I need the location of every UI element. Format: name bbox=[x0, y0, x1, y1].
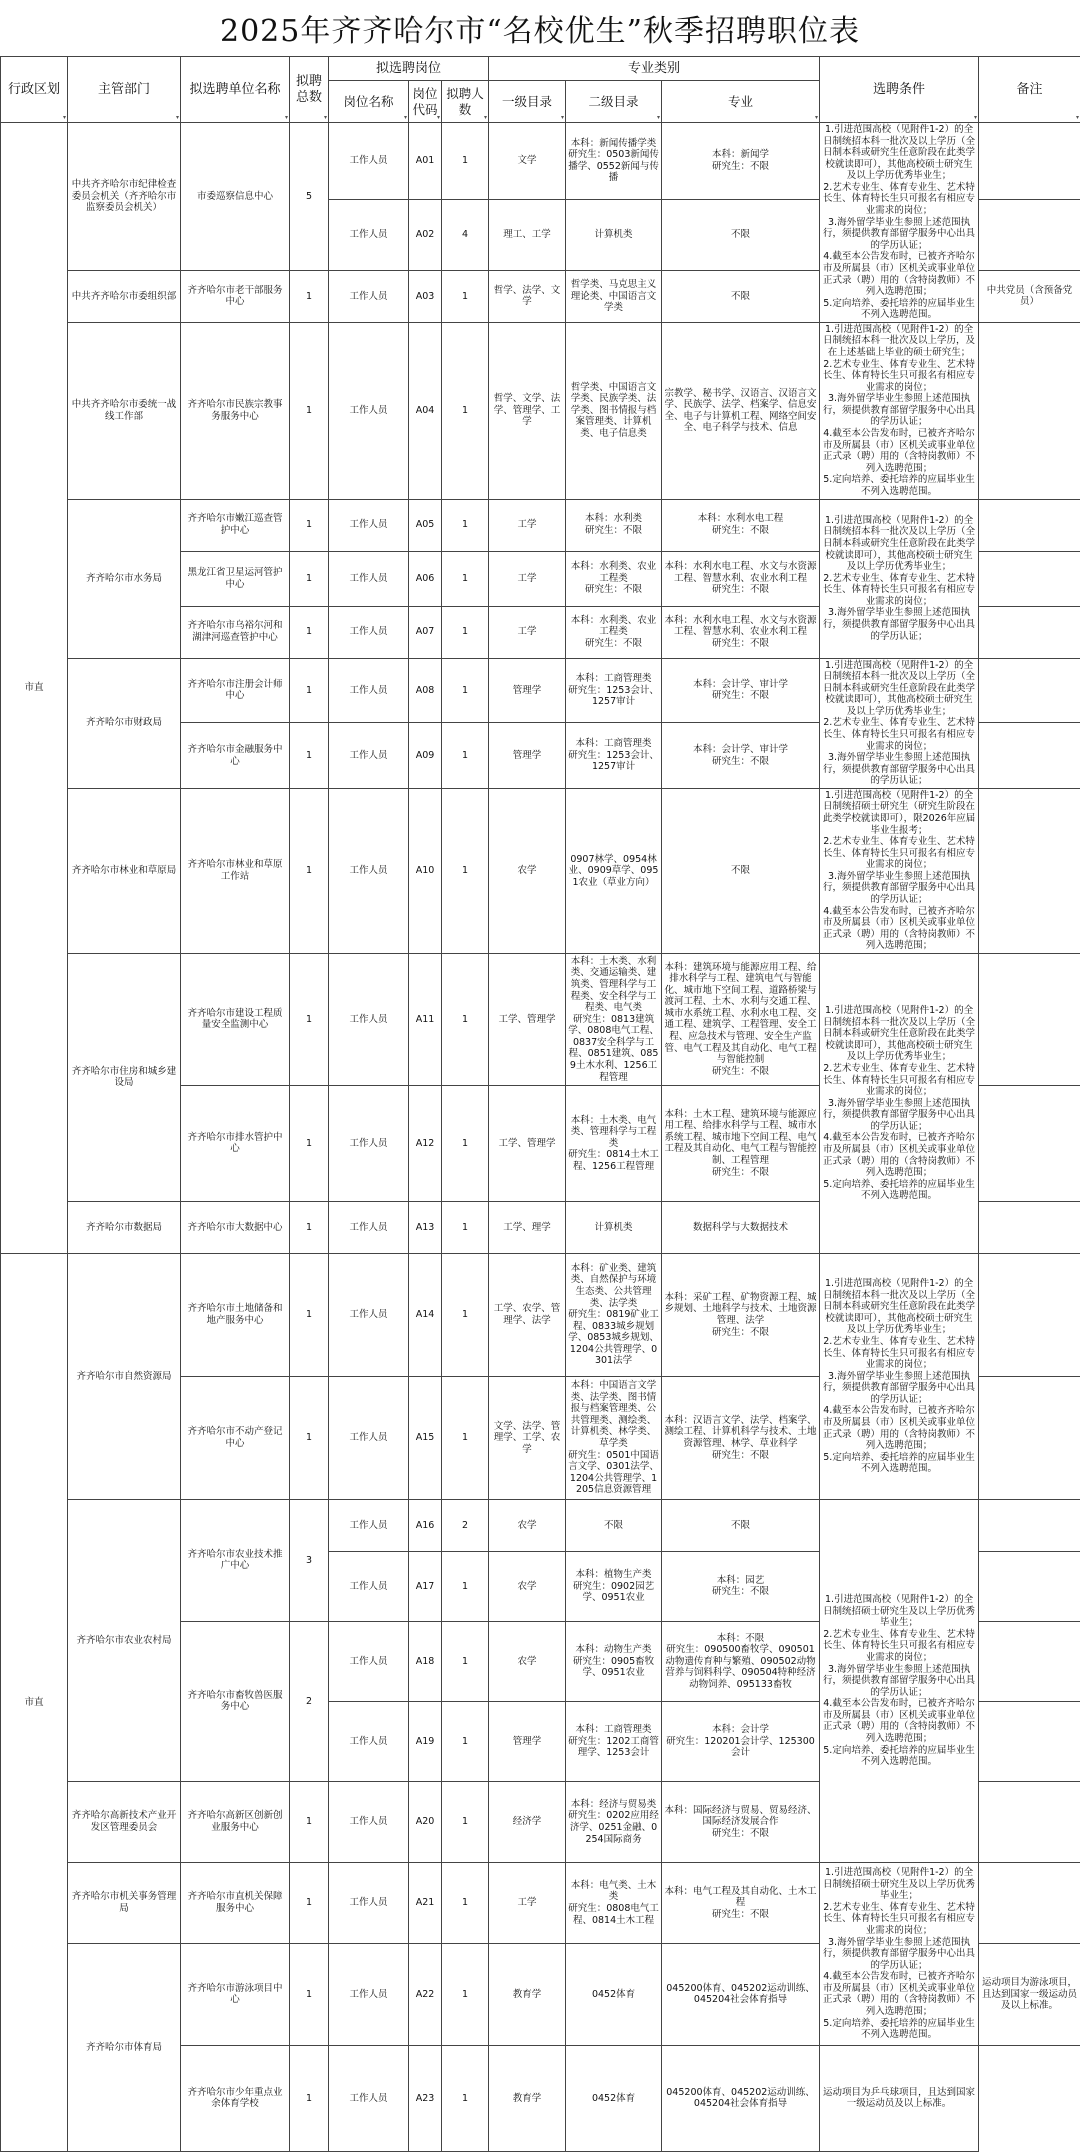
conditions-cell[interactable]: 1.引进范围高校（见附件1-2）的全日制统招硕士研究生及以上学历优秀毕业生； 2.艺术专业生、体育专业生、艺术特长生、体育特长生只可报名有相应专业需求的岗位； 3.海外留学毕业生参照上述范围执行，须提供教育部留学服务中心出具的学历认证； 4.截至本公告发布时，已被齐齐哈尔市及所属县（市）区机关或事业单位正式录（聘）用的（含特岗教师）不列入选聘范围； 5.定向培养、委托培养的应届毕业生不列入选聘范围。 bbox=[820, 1862, 979, 2045]
remarks-cell[interactable]: 运动项目为游泳项目，且达到国家一级运动员及以上标准。 bbox=[979, 1943, 1080, 2045]
pos-code-cell[interactable]: A19 bbox=[409, 1701, 442, 1781]
pos-count-cell[interactable]: 1 bbox=[442, 551, 489, 606]
level2-cell[interactable]: 本科：动物生产类 研究生：0905畜牧学、0951农业 bbox=[566, 1621, 662, 1701]
table-row bbox=[1, 1253, 1080, 1376]
pos-count-cell[interactable]: 1 bbox=[442, 1085, 489, 1201]
pos-code-cell[interactable]: A06 bbox=[409, 551, 442, 606]
total-cell[interactable]: 1 bbox=[290, 658, 329, 723]
level2-cell[interactable]: 本科：工商管理类 研究生：1253会计、1257审计 bbox=[566, 658, 662, 723]
pos-code-cell[interactable]: A09 bbox=[409, 723, 442, 789]
major-cell[interactable]: 本科：汉语言文学、法学、档案学、测绘工程、计算机科学与技术、土地资源管理、林学、草业科学 研究生：不限 bbox=[662, 1376, 820, 1499]
remarks-cell[interactable] bbox=[979, 1781, 1080, 1862]
header-pos-count[interactable]: 拟聘人数 ▾ bbox=[442, 81, 489, 123]
pos-count-cell[interactable]: 1 bbox=[442, 1943, 489, 2045]
pos-code-cell[interactable]: A20 bbox=[409, 1781, 442, 1862]
dept-cell[interactable]: 齐齐哈尔市自然资源局 bbox=[68, 1253, 181, 1499]
pos-count-cell[interactable]: 1 bbox=[442, 1551, 489, 1621]
major-cell[interactable]: 本科：国际经济与贸易、贸易经济、国际经济发展合作 研究生：不限 bbox=[662, 1781, 820, 1862]
table-row bbox=[1, 658, 1080, 723]
level2-cell[interactable]: 本科：水利类、农业工程类 研究生：不限 bbox=[566, 606, 662, 658]
major-cell[interactable]: 本科：水利水电工程 研究生：不限 bbox=[662, 499, 820, 551]
pos-count-cell[interactable]: 1 bbox=[442, 1201, 489, 1253]
unit-cell[interactable]: 齐齐哈尔市少年重点业余体育学校 bbox=[181, 2045, 290, 2151]
major-cell[interactable]: 045200体育、045202运动训练、045204社会体育指导 bbox=[662, 2045, 820, 2151]
pos-count-cell[interactable]: 1 bbox=[442, 606, 489, 658]
pos-name-cell[interactable]: 工作人员 bbox=[329, 1551, 409, 1621]
major-cell[interactable]: 本科：会计学、审计学 研究生：不限 bbox=[662, 658, 820, 723]
pos-code-cell[interactable]: A16 bbox=[409, 1499, 442, 1551]
pos-count-cell[interactable]: 1 bbox=[442, 788, 489, 953]
pos-name-cell[interactable]: 工作人员 bbox=[329, 1781, 409, 1862]
pos-count-cell[interactable]: 1 bbox=[442, 1253, 489, 1376]
level2-cell[interactable]: 本科：矿业类、建筑类、自然保护与环境生态类、公共管理类、法学类 研究生：0819矿业工程、0833城乡规划学、0853城乡规划、1204公共管理学、0301法学 bbox=[566, 1253, 662, 1376]
recruitment-table bbox=[0, 56, 1080, 2152]
pos-count-cell[interactable]: 1 bbox=[442, 1376, 489, 1499]
unit-cell[interactable]: 齐齐哈尔市民族宗教事务服务中心 bbox=[181, 322, 290, 499]
total-cell[interactable]: 1 bbox=[290, 1943, 329, 2045]
dept-cell[interactable]: 齐齐哈尔市水务局 bbox=[68, 499, 181, 658]
remarks-cell[interactable] bbox=[979, 1701, 1080, 1781]
remarks-cell[interactable] bbox=[979, 499, 1080, 551]
level1-cell[interactable]: 教育学 bbox=[489, 1943, 566, 2045]
dept-cell[interactable]: 中共齐齐哈尔市纪律检查委员会机关（齐齐哈尔市监察委员会机关） bbox=[68, 123, 181, 271]
unit-cell[interactable]: 齐齐哈尔市建设工程质量安全监测中心 bbox=[181, 953, 290, 1085]
total-cell[interactable]: 3 bbox=[290, 1499, 329, 1621]
level2-cell[interactable]: 本科：经济与贸易类 研究生：0202应用经济学、0251金融、0254国际商务 bbox=[566, 1781, 662, 1862]
filter-dropdown-icon[interactable]: ▾ bbox=[561, 114, 564, 121]
unit-cell[interactable]: 黑龙江省卫星运河管护中心 bbox=[181, 551, 290, 606]
pos-code-cell[interactable]: A23 bbox=[409, 2045, 442, 2151]
pos-name-cell[interactable]: 工作人员 bbox=[329, 322, 409, 499]
pos-name-cell[interactable]: 工作人员 bbox=[329, 1862, 409, 1943]
remarks-cell[interactable] bbox=[979, 199, 1080, 270]
pos-code-cell[interactable]: A03 bbox=[409, 270, 442, 322]
header-major-group: 专业类别 bbox=[489, 57, 820, 81]
level1-cell[interactable]: 工学 bbox=[489, 551, 566, 606]
major-cell[interactable]: 本科：会计学 研究生：120201会计学、125300会计 bbox=[662, 1701, 820, 1781]
pos-count-cell[interactable]: 1 bbox=[442, 658, 489, 723]
unit-cell[interactable]: 齐齐哈尔市嫩江巡查管护中心 bbox=[181, 499, 290, 551]
dept-cell[interactable]: 齐齐哈尔市农业农村局 bbox=[68, 1499, 181, 1781]
pos-code-cell[interactable]: A12 bbox=[409, 1085, 442, 1201]
major-cell[interactable]: 不限 bbox=[662, 199, 820, 270]
pos-code-cell[interactable]: A02 bbox=[409, 199, 442, 270]
pos-count-cell[interactable]: 1 bbox=[442, 499, 489, 551]
remarks-cell[interactable]: 中共党员（含预备党员） bbox=[979, 270, 1080, 322]
major-cell[interactable]: 045200体育、045202运动训练、045204社会体育指导 bbox=[662, 1943, 820, 2045]
major-cell[interactable]: 本科：园艺 研究生：不限 bbox=[662, 1551, 820, 1621]
pos-code-cell[interactable]: A08 bbox=[409, 658, 442, 723]
level1-cell[interactable]: 文学、法学、管理学、工学、农学 bbox=[489, 1376, 566, 1499]
pos-count-cell[interactable]: 1 bbox=[442, 1862, 489, 1943]
dept-cell[interactable]: 齐齐哈尔市机关事务管理局 bbox=[68, 1862, 181, 1943]
conditions-cell[interactable]: 1.引进范围高校（见附件1-2）的全日制统招硕士研究生及以上学历优秀毕业生； 2.艺术专业生、体育专业生、艺术特长生、体育特长生只可报名有相应专业需求的岗位； 3.海外留学毕业生参照上述范围执行，须提供教育部留学服务中心出具的学历认证； 4.截至本公告发布时，已被齐齐哈尔市及所属县（市）区机关或事业单位正式录（聘）用的（含特岗教师）不列入选聘范围； 5.定向培养、委托培养的应届毕业生不列入选聘范围。 bbox=[820, 1499, 979, 1862]
total-cell[interactable]: 1 bbox=[290, 953, 329, 1085]
major-cell[interactable]: 本科：建筑环境与能源应用工程、给排水科学与工程、建筑电气与智能化、城市地下空间工程、道路桥梁与渡河工程、土木、水利与交通工程、城市水系统工程、水利水电工程、交通工程、建筑学、工程管理、安全工程、应急技术与管理、安全生产监管、电气工程及其自动化、电气工程与智能控制 研究生：不限 bbox=[662, 953, 820, 1085]
level1-cell[interactable]: 哲学、法学、文学 bbox=[489, 270, 566, 322]
level1-cell[interactable]: 管理学 bbox=[489, 658, 566, 723]
pos-count-cell[interactable]: 1 bbox=[442, 1621, 489, 1701]
remarks-cell[interactable] bbox=[979, 551, 1080, 606]
dept-cell[interactable]: 齐齐哈尔市财政局 bbox=[68, 658, 181, 788]
pos-name-cell[interactable]: 工作人员 bbox=[329, 1201, 409, 1253]
major-cell[interactable]: 本科：新闻学 研究生：不限 bbox=[662, 123, 820, 200]
header-unit[interactable]: 拟选聘单位名称 ▾ bbox=[181, 57, 290, 123]
level2-cell[interactable]: 不限 bbox=[566, 1499, 662, 1551]
table-row bbox=[1, 1499, 1080, 1551]
remarks-cell[interactable] bbox=[979, 606, 1080, 658]
unit-cell[interactable]: 齐齐哈尔市乌裕尔河和湖津河巡查管护中心 bbox=[181, 606, 290, 658]
dept-cell[interactable]: 齐齐哈尔市林业和草原局 bbox=[68, 788, 181, 953]
header-pos-name[interactable]: 岗位名称 ▾ bbox=[329, 81, 409, 123]
pos-name-cell[interactable]: 工作人员 bbox=[329, 606, 409, 658]
table-row bbox=[1, 322, 1080, 499]
pos-name-cell[interactable]: 工作人员 bbox=[329, 1943, 409, 2045]
total-cell[interactable]: 1 bbox=[290, 2045, 329, 2151]
level1-cell[interactable]: 农学 bbox=[489, 1499, 566, 1551]
pos-name-cell[interactable]: 工作人员 bbox=[329, 1621, 409, 1701]
total-cell[interactable]: 1 bbox=[290, 788, 329, 953]
remarks-cell[interactable] bbox=[979, 1376, 1080, 1499]
header-positions-group: 拟选聘岗位 bbox=[329, 57, 489, 81]
level2-cell[interactable]: 本科：新闻传播学类 研究生：0503新闻传播学、0552新闻与传播 bbox=[566, 123, 662, 200]
total-cell[interactable]: 1 bbox=[290, 1781, 329, 1862]
dept-cell[interactable]: 齐齐哈尔高新技术产业开发区管理委员会 bbox=[68, 1781, 181, 1862]
level2-cell[interactable]: 本科：土木类、水利类、交通运输类、建筑类、管理科学与工程类、安全科学与工程类、电气类 研究生：0813建筑学、0808电气工程、0837安全科学与工程、0851建筑、0859土木水利、1256工程管理 bbox=[566, 953, 662, 1085]
dept-cell[interactable]: 中共齐齐哈尔市委组织部 bbox=[68, 270, 181, 322]
pos-name-cell[interactable]: 工作人员 bbox=[329, 551, 409, 606]
unit-cell[interactable]: 齐齐哈尔市农业技术推广中心 bbox=[181, 1499, 290, 1621]
major-cell[interactable]: 本科：电气工程及其自动化、土木工程 研究生：不限 bbox=[662, 1862, 820, 1943]
pos-name-cell[interactable]: 工作人员 bbox=[329, 123, 409, 200]
level1-cell[interactable]: 工学 bbox=[489, 606, 566, 658]
unit-cell[interactable]: 齐齐哈尔市林业和草原工作站 bbox=[181, 788, 290, 953]
pos-name-cell[interactable]: 工作人员 bbox=[329, 1499, 409, 1551]
remarks-cell[interactable] bbox=[979, 1551, 1080, 1621]
unit-cell[interactable]: 齐齐哈尔市注册会计师中心 bbox=[181, 658, 290, 723]
level2-cell[interactable]: 本科：工商管理类 研究生：1202工商管理学、1253会计 bbox=[566, 1701, 662, 1781]
header-conditions[interactable]: 选聘条件 ▾ bbox=[820, 57, 979, 123]
level1-cell[interactable]: 管理学 bbox=[489, 723, 566, 789]
filter-dropdown-icon[interactable]: ▾ bbox=[484, 114, 487, 121]
level1-cell[interactable]: 农学 bbox=[489, 1551, 566, 1621]
filter-dropdown-icon[interactable]: ▾ bbox=[176, 114, 179, 121]
level1-cell[interactable]: 工学 bbox=[489, 1862, 566, 1943]
remarks-cell[interactable] bbox=[979, 788, 1080, 953]
pos-name-cell[interactable]: 工作人员 bbox=[329, 499, 409, 551]
region-cell[interactable]: 市直 bbox=[1, 123, 68, 1254]
table-row bbox=[1, 788, 1080, 953]
filter-dropdown-icon[interactable]: ▾ bbox=[657, 114, 660, 121]
pos-count-cell[interactable]: 1 bbox=[442, 1781, 489, 1862]
table-row bbox=[1, 123, 1080, 200]
region-cell[interactable]: 市直 bbox=[1, 1253, 68, 2151]
page-title: 2025年齐齐哈尔市“名校优生”秋季招聘职位表 bbox=[0, 0, 1080, 56]
pos-count-cell[interactable]: 1 bbox=[442, 2045, 489, 2151]
unit-cell[interactable]: 齐齐哈尔市畜牧兽医服务中心 bbox=[181, 1621, 290, 1781]
total-cell[interactable]: 1 bbox=[290, 1862, 329, 1943]
remarks-cell[interactable] bbox=[979, 1499, 1080, 1551]
major-cell[interactable]: 本科：会计学、审计学 研究生：不限 bbox=[662, 723, 820, 789]
total-cell[interactable]: 1 bbox=[290, 606, 329, 658]
total-cell[interactable]: 5 bbox=[290, 123, 329, 271]
remarks-cell[interactable] bbox=[979, 953, 1080, 1085]
dept-cell[interactable]: 中共齐齐哈尔市委统一战线工作部 bbox=[68, 322, 181, 499]
level1-cell[interactable]: 工学 bbox=[489, 499, 566, 551]
remarks-cell[interactable] bbox=[979, 322, 1080, 499]
unit-cell[interactable]: 齐齐哈尔高新区创新创业服务中心 bbox=[181, 1781, 290, 1862]
level1-cell[interactable]: 工学、农学、管理学、法学 bbox=[489, 1253, 566, 1376]
major-cell[interactable]: 本科：水利水电工程、水文与水资源工程、智慧水利、农业水利工程 研究生：不限 bbox=[662, 551, 820, 606]
level2-cell[interactable]: 哲学类、马克思主义理论类、中国语言文学类 bbox=[566, 270, 662, 322]
filter-dropdown-icon[interactable]: ▾ bbox=[404, 114, 407, 121]
conditions-cell[interactable]: 1.引进范围高校（见附件1-2）的全日制统招本科一批次及以上学历，及在上述基础上毕业的硕士研究生； 2.艺术专业生、体育专业生、艺术特长生、体育特长生只可报名有相应专业需求的岗位； 3.海外留学毕业生参照上述范围执行，须提供教育部留学服务中心出具的学历认证； 4.截至本公告发布时，已被齐齐哈尔市及所属县（市）区机关或事业单位正式录（聘）用的（含特岗教师）不列入选聘范围； 5.定向培养、委托培养的应届毕业生不列入选聘范围。 bbox=[820, 322, 979, 499]
level1-cell[interactable]: 文学 bbox=[489, 123, 566, 200]
filter-dropdown-icon[interactable]: ▾ bbox=[437, 114, 440, 121]
header-level1[interactable]: 一级目录 ▾ bbox=[489, 81, 566, 123]
unit-cell[interactable]: 市委巡察信息中心 bbox=[181, 123, 290, 271]
pos-count-cell[interactable]: 4 bbox=[442, 199, 489, 270]
dept-cell[interactable]: 齐齐哈尔市数据局 bbox=[68, 1201, 181, 1253]
header-dept[interactable]: 主管部门 ▾ bbox=[68, 57, 181, 123]
pos-name-cell[interactable]: 工作人员 bbox=[329, 953, 409, 1085]
major-cell[interactable]: 不限 bbox=[662, 1499, 820, 1551]
level1-cell[interactable]: 农学 bbox=[489, 788, 566, 953]
unit-cell[interactable]: 齐齐哈尔市金融服务中心 bbox=[181, 723, 290, 789]
level1-cell[interactable]: 管理学 bbox=[489, 1701, 566, 1781]
header-remarks[interactable]: 备注 ▾ bbox=[979, 57, 1080, 123]
table-row bbox=[1, 1862, 1080, 1943]
remarks-cell[interactable] bbox=[979, 1201, 1080, 1253]
conditions-cell[interactable]: 1.引进范围高校（见附件1-2）的全日制统招本科一批次及以上学历（全日制本科或研究生任意阶段在此类学校就读即可），其他高校硕士研究生及以上学历优秀毕业生； 2.艺术专业生、体育专业生、艺术特长生、体育特长生只可报名有相应专业需求的岗位； 3.海外留学毕业生参照上述范围执行，须提供教育部留学服务中心出具的学历认证； bbox=[820, 499, 979, 658]
filter-dropdown-icon[interactable]: ▾ bbox=[815, 114, 818, 121]
level1-cell[interactable]: 理工、工学 bbox=[489, 199, 566, 270]
pos-name-cell[interactable]: 工作人员 bbox=[329, 788, 409, 953]
level1-cell[interactable]: 工学、管理学 bbox=[489, 1085, 566, 1201]
dept-cell[interactable]: 齐齐哈尔市体育局 bbox=[68, 1943, 181, 2151]
pos-name-cell[interactable]: 工作人员 bbox=[329, 270, 409, 322]
pos-code-cell[interactable]: A15 bbox=[409, 1376, 442, 1499]
unit-cell[interactable]: 齐齐哈尔市土地储备和地产服务中心 bbox=[181, 1253, 290, 1376]
total-cell[interactable]: 1 bbox=[290, 322, 329, 499]
pos-count-cell[interactable]: 1 bbox=[442, 723, 489, 789]
pos-code-cell[interactable]: A10 bbox=[409, 788, 442, 953]
total-cell[interactable]: 1 bbox=[290, 551, 329, 606]
pos-name-cell[interactable]: 工作人员 bbox=[329, 723, 409, 789]
pos-name-cell[interactable]: 工作人员 bbox=[329, 1085, 409, 1201]
remarks-cell[interactable] bbox=[979, 723, 1080, 789]
filter-dropdown-icon[interactable]: ▾ bbox=[1076, 114, 1079, 121]
pos-code-cell[interactable]: A04 bbox=[409, 322, 442, 499]
dept-cell[interactable]: 齐齐哈尔市住房和城乡建设局 bbox=[68, 953, 181, 1201]
pos-count-cell[interactable]: 2 bbox=[442, 1499, 489, 1551]
pos-count-cell[interactable]: 1 bbox=[442, 1701, 489, 1781]
level2-cell[interactable]: 本科：水利类、农业工程类 研究生：不限 bbox=[566, 551, 662, 606]
major-cell[interactable]: 本科：采矿工程、矿物资源工程、城乡规划、土地科学与技术、土地资源管理、法学 研究生：不限 bbox=[662, 1253, 820, 1376]
total-cell[interactable]: 1 bbox=[290, 1376, 329, 1499]
pos-name-cell[interactable]: 工作人员 bbox=[329, 1253, 409, 1376]
conditions-cell[interactable]: 1.引进范围高校（见附件1-2）的全日制统招本科一批次及以上学历（全日制本科或研究生任意阶段在此类学校就读即可），其他高校硕士研究生及以上学历优秀毕业生； 2.艺术专业生、体育专业生、艺术特长生、体育特长生只可报名有相应专业需求的岗位； 3.海外留学毕业生参照上述范围执行，须提供教育部留学服务中心出具的学历认证； 4.截至本公告发布时，已被齐齐哈尔市及所属县（市）区机关或事业单位正式录（聘）用的（含特岗教师）不列入选聘范围； 5.定向培养、委托培养的应届毕业生不列入选聘范围。 bbox=[820, 953, 979, 1253]
level1-cell[interactable]: 哲学、文学、法学、管理学、工学 bbox=[489, 322, 566, 499]
pos-code-cell[interactable]: A11 bbox=[409, 953, 442, 1085]
level2-cell[interactable]: 本科：土木类、电气类、管理科学与工程类 研究生：0814土木工程、1256工程管理 bbox=[566, 1085, 662, 1201]
header-pos-code[interactable]: 岗位代码 ▾ bbox=[409, 81, 442, 123]
filter-dropdown-icon[interactable]: ▾ bbox=[324, 114, 327, 121]
pos-count-cell[interactable]: 1 bbox=[442, 270, 489, 322]
unit-cell[interactable]: 齐齐哈尔市直机关保障服务中心 bbox=[181, 1862, 290, 1943]
level1-cell[interactable]: 教育学 bbox=[489, 2045, 566, 2151]
unit-cell[interactable]: 齐齐哈尔市排水管护中心 bbox=[181, 1085, 290, 1201]
conditions-cell[interactable]: 1.引进范围高校（见附件1-2）的全日制统招本科一批次及以上学历（全日制本科或研究生任意阶段在此类学校就读即可），其他高校硕士研究生及以上学历优秀毕业生； 2.艺术专业生、体育专业生、艺术特长生、体育特长生只可报名有相应专业需求的岗位； 3.海外留学毕业生参照上述范围执行，须提供教育部留学服务中心出具的学历认证； bbox=[820, 658, 979, 788]
pos-code-cell[interactable]: A05 bbox=[409, 499, 442, 551]
pos-code-cell[interactable]: A17 bbox=[409, 1551, 442, 1621]
total-cell[interactable]: 1 bbox=[290, 270, 329, 322]
pos-name-cell[interactable]: 工作人员 bbox=[329, 658, 409, 723]
conditions-cell[interactable]: 1.引进范围高校（见附件1-2）的全日制统招硕士研究生（研究生阶段在此类学校就读即可），限2026年应届毕业生报考； 2.艺术专业生、体育专业生、艺术特长生、体育特长生只可报名有相应专业需求的岗位； 3.海外留学毕业生参照上述范围执行，须提供教育部留学服务中心出具的学历认证； 4.截至本公告发布时，已被齐齐哈尔市及所属县（市）区机关或事业单位正式录（聘）用的（含特岗教师）不列入选聘范围； bbox=[820, 788, 979, 953]
total-cell[interactable]: 1 bbox=[290, 723, 329, 789]
header-region[interactable]: 行政区划 ▾ bbox=[1, 57, 68, 123]
remarks-cell[interactable] bbox=[979, 123, 1080, 200]
level2-cell[interactable]: 计算机类 bbox=[566, 1201, 662, 1253]
filter-dropdown-icon[interactable]: ▾ bbox=[974, 114, 977, 121]
level2-cell[interactable]: 0452体育 bbox=[566, 2045, 662, 2151]
pos-name-cell[interactable]: 工作人员 bbox=[329, 199, 409, 270]
level2-cell[interactable]: 计算机类 bbox=[566, 199, 662, 270]
unit-cell[interactable]: 齐齐哈尔市游泳项目中心 bbox=[181, 1943, 290, 2045]
total-cell[interactable]: 1 bbox=[290, 1201, 329, 1253]
table-row bbox=[1, 499, 1080, 551]
major-cell[interactable]: 本科：水利水电工程、水文与水资源工程、智慧水利、农业水利工程 研究生：不限 bbox=[662, 606, 820, 658]
total-cell[interactable]: 1 bbox=[290, 1253, 329, 1376]
remarks-cell[interactable]: 运动项目为乒乓球项目，且达到国家一级运动员及以上标准。 bbox=[820, 2045, 979, 2151]
pos-code-cell[interactable]: A22 bbox=[409, 1943, 442, 2045]
filter-dropdown-icon[interactable]: ▾ bbox=[285, 114, 288, 121]
pos-count-cell[interactable]: 1 bbox=[442, 322, 489, 499]
header-total[interactable]: 拟聘总数 ▾ bbox=[290, 57, 329, 123]
pos-code-cell[interactable]: A14 bbox=[409, 1253, 442, 1376]
level2-cell[interactable]: 0452体育 bbox=[566, 1943, 662, 2045]
remarks-cell[interactable] bbox=[979, 1862, 1080, 1943]
header-major[interactable]: 专业 ▾ bbox=[662, 81, 820, 123]
unit-cell[interactable]: 齐齐哈尔市大数据中心 bbox=[181, 1201, 290, 1253]
level1-cell[interactable]: 农学 bbox=[489, 1621, 566, 1701]
level2-cell[interactable]: 本科：电气类、土木类 研究生：0808电气工程、0814土木工程 bbox=[566, 1862, 662, 1943]
major-cell[interactable]: 本科：土木工程、建筑环境与能源应用工程、给排水科学与工程、城市水系统工程、城市地下空间工程、电气工程及其自动化、电气工程与智能控制、工程管理 研究生：不限 bbox=[662, 1085, 820, 1201]
pos-count-cell[interactable]: 1 bbox=[442, 123, 489, 200]
header-level2[interactable]: 二级目录 ▾ bbox=[566, 81, 662, 123]
conditions-cell[interactable]: 1.引进范围高校（见附件1-2）的全日制统招本科一批次及以上学历（全日制本科或研究生任意阶段在此类学校就读即可），其他高校硕士研究生及以上学历优秀毕业生； 2.艺术专业生、体育专业生、艺术特长生、体育特长生只可报名有相应专业需求的岗位； 3.海外留学毕业生参照上述范围执行，须提供教育部留学服务中心出具的学历认证； 4.截至本公告发布时，已被齐齐哈尔市及所属县（市）区机关或事业单位正式录（聘）用的（含特岗教师）不列入选聘范围； 5.定向培养、委托培养的应届毕业生不列入选聘范围。 bbox=[820, 1253, 979, 1499]
level2-cell[interactable]: 本科：工商管理类 研究生：1253会计、1257审计 bbox=[566, 723, 662, 789]
major-cell[interactable]: 宗教学、秘书学、汉语言、汉语言文学、民族学、法学、档案学、信息安全、电子与计算机工程、网络空间安全、电子科学与技术、信息 bbox=[662, 322, 820, 499]
total-cell[interactable]: 1 bbox=[290, 1085, 329, 1201]
total-cell[interactable]: 2 bbox=[290, 1621, 329, 1781]
remarks-cell[interactable] bbox=[979, 1621, 1080, 1701]
pos-code-cell[interactable]: A07 bbox=[409, 606, 442, 658]
pos-name-cell[interactable]: 工作人员 bbox=[329, 2045, 409, 2151]
remarks-cell[interactable] bbox=[979, 1253, 1080, 1376]
level1-cell[interactable]: 经济学 bbox=[489, 1781, 566, 1862]
major-cell[interactable]: 不限 bbox=[662, 270, 820, 322]
remarks-cell[interactable] bbox=[979, 658, 1080, 723]
unit-cell[interactable]: 齐齐哈尔市不动产登记中心 bbox=[181, 1376, 290, 1499]
table-row bbox=[1, 953, 1080, 1085]
pos-code-cell[interactable]: A01 bbox=[409, 123, 442, 200]
remarks-cell[interactable] bbox=[979, 1085, 1080, 1201]
unit-cell[interactable]: 齐齐哈尔市老干部服务中心 bbox=[181, 270, 290, 322]
level2-cell[interactable]: 本科：中国语言文学类、法学类、图书情报与档案管理类、公共管理类、测绘类、计算机类、林学类、草学类 研究生：0501中国语言文学、0301法学、1204公共管理学、1205信息资源管理 bbox=[566, 1376, 662, 1499]
pos-code-cell[interactable]: A21 bbox=[409, 1862, 442, 1943]
major-cell[interactable]: 不限 bbox=[662, 788, 820, 953]
total-cell[interactable]: 1 bbox=[290, 499, 329, 551]
level2-cell[interactable]: 本科：植物生产类 研究生：0902园艺学、0951农业 bbox=[566, 1551, 662, 1621]
level2-cell[interactable]: 本科：水利类 研究生：不限 bbox=[566, 499, 662, 551]
filter-dropdown-icon[interactable]: ▾ bbox=[63, 114, 66, 121]
major-cell[interactable]: 数据科学与大数据技术 bbox=[662, 1201, 820, 1253]
pos-code-cell[interactable]: A13 bbox=[409, 1201, 442, 1253]
level1-cell[interactable]: 工学、理学 bbox=[489, 1201, 566, 1253]
level2-cell[interactable]: 哲学类、中国语言文学类、民族学类、法学类、图书情报与档案管理类、计算机类、电子信息类 bbox=[566, 322, 662, 499]
conditions-cell[interactable]: 1.引进范围高校（见附件1-2）的全日制统招本科一批次及以上学历（全日制本科或研究生任意阶段在此类学校就读即可），其他高校硕士研究生及以上学历优秀毕业生； 2.艺术专业生、体育专业生、艺术特长生、体育特长生只可报名有相应专业需求的岗位； 3.海外留学毕业生参照上述范围执行，须提供教育部留学服务中心出具的学历认证； 4.截至本公告发布时，已被齐齐哈尔市及所属县（市）区机关或事业单位正式录（聘）用的（含特岗教师）不列入选聘范围； 5.定向培养、委托培养的应届毕业生不列入选聘范围。 bbox=[820, 123, 979, 323]
level2-cell[interactable]: 0907林学、0954林业、0909草学、0951农业（草业方向） bbox=[566, 788, 662, 953]
pos-name-cell[interactable]: 工作人员 bbox=[329, 1701, 409, 1781]
major-cell[interactable]: 本科：不限 研究生：090500畜牧学、090501动物遗传育种与繁殖、090502动物营养与饲料科学、090504特种经济动物饲养、095133畜牧 bbox=[662, 1621, 820, 1701]
pos-name-cell[interactable]: 工作人员 bbox=[329, 1376, 409, 1499]
level1-cell[interactable]: 工学、管理学 bbox=[489, 953, 566, 1085]
pos-code-cell[interactable]: A18 bbox=[409, 1621, 442, 1701]
pos-count-cell[interactable]: 1 bbox=[442, 953, 489, 1085]
